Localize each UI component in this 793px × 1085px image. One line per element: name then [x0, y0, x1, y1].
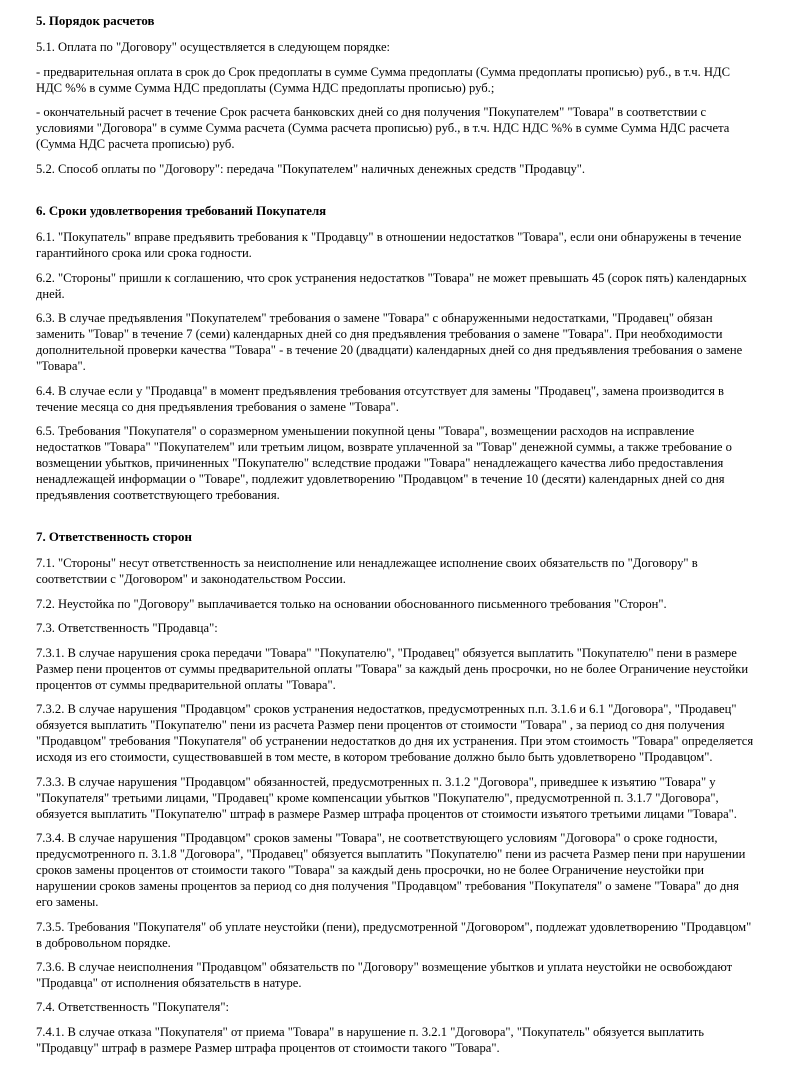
- paragraph-7-1: 7.1. "Стороны" несут ответственность за неисполнение или ненадлежащее исполнение своих обязательств по "Договору" в соответствии с "Договором" и законодательством России.: [36, 556, 698, 587]
- paragraph-7-3-4: 7.3.4. В случае нарушения "Продавцом" сроков замены "Товара", не соответствующего условиям "Договора" о сроке годности, предусмотренного п. 3.1.8 "Договора", "Продавец" обязуется выплатить "Покупателю" пени из расчета Размер пени при нарушении сроков замены процентов от стоимости такого "Товара" за каждый день просрочки, но не более Ограничение неустойки при нарушении сроков замены процентов за период со дня получения "Продавцом" требования "Покупателя" о замене "Товара" до дня его замены.: [36, 831, 746, 910]
- paragraph-6-2: 6.2. "Стороны" пришли к соглашению, что срок устранения недостатков "Товара" не может превышать 45 (сорок пять) календарных дней.: [36, 270, 747, 301]
- paragraph-final-settlement-item: - окончательный расчет в течение Срок расчета банковских дней со дня получения "Покупателем" "Товара" в соответствии с условиями "Договора" в сумме Сумма расчета (Сумма расчета прописью) руб., в т.ч. НДС НДС %% в сумме Сумма НДС расчета (Сумма НДС расчета прописью) руб.: [36, 105, 730, 152]
- paragraph-6-5: 6.5. Требования "Покупателя" о соразмерном уменьшении покупной цены "Товара", возмещении расходов на исправление недостатков "Товара" "Покупателем" или третьим лицом, возврате уплаченной за "Товар" денежной суммы, а также требование о возмещении убытков, причиненных "Покупателю" вследствие продажи "Товара" ненадлежащего качества либо предоставления ненадлежащей информации о "Товаре", подлежит удовлетворению "Продавцом" в течение 10 (десяти) календарных дней со дня предъявления соответствующего требования.: [36, 424, 732, 502]
- paragraph-7-3-3: 7.3.3. В случае нарушения "Продавцом" обязанностей, предусмотренных п. 3.1.2 "Договора", приведшее к изъятию "Товара" у "Покупателя" третьими лицами, "Продавец" кроме компенсации убытков "Покупателю", предусмотренной п. 3.1.7 "Договора", обязуется выплатить "Покупателю" штраф в размере Размер штрафа процентов от стоимости изъятого третьими лицами "Товара".: [36, 774, 737, 821]
- section-parties-liability: [36, 529, 757, 1057]
- paragraph-6-1: 6.1. "Покупатель" вправе предъявить требования к "Продавцу" в отношении недостатков "Товара", если они обнаружены в течение гарантийного срока или срока годности.: [36, 230, 742, 261]
- section-heading-parties-liability: 7. Ответственность сторон: [36, 529, 192, 544]
- section-payment-procedure: [36, 13, 757, 178]
- paragraph-7-3: 7.3. Ответственность "Продавца":: [36, 621, 218, 636]
- paragraph-7-3-6: 7.3.6. В случае неисполнения "Продавцом" обязательств по "Договору" возмещение убытков и уплата неустойки не освобождают "Продавца" от исполнения обязательств в натуре.: [36, 960, 733, 990]
- section-buyer-claim-deadlines: [36, 203, 757, 504]
- paragraph-7-4-1: 7.4.1. В случае отказа "Покупателя" от приема "Товара" в нарушение п. 3.2.1 "Договора", "Покупатель" обязуется выплатить "Продавцу" штраф в размере Размер штрафа процентов от стоимости такого "Товара".: [36, 1024, 705, 1055]
- paragraph-7-4: 7.4. Ответственность "Покупателя":: [36, 1000, 229, 1015]
- paragraph-7-2: 7.2. Неустойка по "Договору" выплачивается только на основании обоснованного письменного требования "Сторон".: [36, 596, 667, 611]
- section-heading-buyer-claim-deadlines: 6. Сроки удовлетворения требований Покупателя: [36, 203, 327, 218]
- section-heading-payment-procedure: 5. Порядок расчетов: [36, 14, 155, 28]
- paragraph-5-2: 5.2. Способ оплаты по "Договору": передача "Покупателем" наличных денежных средств "Продавцу".: [36, 161, 586, 176]
- paragraph-6-3: 6.3. В случае предъявления "Покупателем" требования о замене "Товара" с обнаруженными недостатками, "Продавец" обязан заменить "Товар" в течение 7 (семи) календарных дней со дня предъявления требования о замене "Товара". При необходимости дополнительной проверки качества "Товара" - в течение 20 (двадцати) календарных дней со дня предъявления требования о замене "Товара".: [36, 311, 743, 374]
- paragraph-prepayment-item: - предварительная оплата в срок до Срок предоплаты в сумме Сумма предоплаты (Сумма предоплаты прописью) руб., в т.ч. НДС НДС %% в сумме Сумма НДС предоплаты (Сумма НДС предоплаты прописью) руб.;: [36, 64, 731, 95]
- paragraph-7-3-5: 7.3.5. Требования "Покупателя" об уплате неустойки (пени), предусмотренной "Договором", подлежат удовлетворению "Продавцом" в добровольном порядке.: [36, 919, 752, 950]
- paragraph-6-4: 6.4. В случае если у "Продавца" в момент предъявления требования отсутствует для замены "Продавец", замена производится в течение месяца со дня предъявления требования о замене "Товара".: [36, 383, 725, 414]
- paragraph-7-3-1: 7.3.1. В случае нарушения срока передачи "Товара" "Покупателю", "Продавец" обязуется выплатить "Покупателю" пени в размере Размер пени процентов от суммы предварительной оплаты "Товара" за каждый день просрочки, но не более Ограничение неустойки процентов от суммы предварительной оплаты "Товара".: [36, 645, 749, 692]
- paragraph-7-3-2: 7.3.2. В случае нарушения "Продавцом" сроков устранения недостатков, предусмотренных п.п. 3.1.6 и 6.1 "Договора", "Продавец" обязуется выплатить "Покупателю" пени из расчета Размер пени процентов от стоимости "Товара" , за период со дня получения "Продавцом" требования "Покупателя" об устранении недостатков до дня их устранения. При этом стоимость "Товара" определяется исходя из его стоимости, существовавшей в том месте, в котором требование должно было быть удовлетворено "Продавцом".: [36, 702, 754, 765]
- paragraph-5-1: 5.1. Оплата по "Договору" осуществляется в следующем порядке:: [36, 40, 391, 55]
